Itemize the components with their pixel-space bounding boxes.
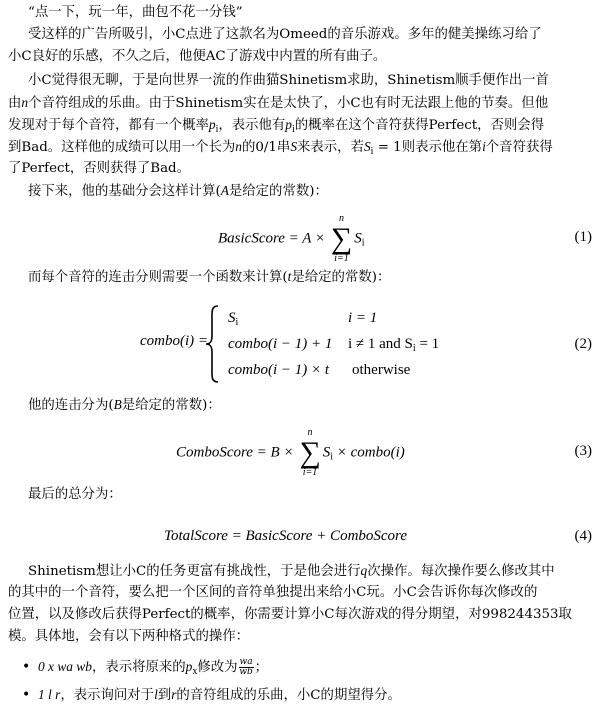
combo-case-2-cond: i ≠ 1 and $S_i = 1$ (348, 336, 440, 354)
combo-case-3-expr: combo(i − 1) × t (228, 362, 330, 378)
equation-combo-score: ComboScore = B × n ∑ i=1 $S_i$ × combo(i) (176, 427, 405, 478)
left-brace (204, 304, 220, 384)
equation-number-2: (2) (574, 336, 592, 352)
task-line-3: 位置，以及修改后获得Perfect的概率，你需要计算小C每次游戏的得分期望，对998244353取 (8, 607, 572, 622)
combo-intro: 而每个音符的连击分则需要一个函数来计算(t是给定的常数)： (28, 269, 391, 285)
fraction-wa-wb: $\frac{wa}{wb}$ (239, 657, 253, 677)
equation-basic-score: BasicScore = A × n ∑ i=1 $S_i$ (218, 213, 365, 264)
combo-case-1-cond: i = 1 (348, 310, 378, 326)
basic-score-intro: 接下来，他的基础分会这样计算(A是给定的常数)： (28, 183, 328, 199)
task-line-1: Shinetism想让小C的任务更富有挑战性，于是他会进行q次操作。每次操作要么修改其中 (28, 563, 555, 579)
sum-symbol: n ∑ i=1 (299, 427, 321, 478)
story-line-3: 发现对于每个音符，都有一个概率$p_i$，表示他有$p_i$的概率在这个音符获得Perfect，否则会得 (8, 117, 545, 135)
equation-number-3: (3) (574, 443, 592, 459)
equation-number-1: (1) (574, 229, 592, 245)
task-line-2: 的其中的一个音符，要么把一个区间的音符单独提出来给小C玩。小C会告诉你每次修改的 (8, 585, 538, 600)
bullet-dot: • (22, 659, 31, 675)
operation-modify: 0 x wa wb，表示将原来的$p_x$修改为 $\frac{wa}{wb}$ ； (38, 657, 269, 677)
combo-case-1-expr: $S_i$ (228, 310, 239, 328)
equation-total-score: TotalScore = BasicScore + ComboScore (164, 528, 407, 544)
combo-score-intro: 他的连击分为(B是给定的常数)： (28, 397, 221, 413)
intro-line-2: 小C良好的乐感，不久之后，他便AC了游戏中内置的所有曲子。 (8, 49, 387, 64)
story-line-2: 由n个音符组成的乐曲。由于Shinetism实在是太快了，小C也有时无法跟上他的节奏。但他 (8, 95, 549, 111)
story-line-4: 到Bad。这样他的成绩可以用一个长为n的0/1串S来表示，若$S_i = 1$则表示他在第i个音符获得 (8, 139, 553, 157)
task-line-4: 模。具体地，会有以下两种格式的操作： (8, 629, 250, 644)
total-score-intro: 最后的总分为： (28, 487, 122, 502)
intro-line-1: 受这样的广告所吸引，小C点进了这款名为Omeed的音乐游戏。多年的健美操练习给了 (28, 27, 542, 42)
story-line-5: 了Perfect，否则获得了Bad。 (8, 161, 191, 176)
opening-quote: “点一下，玩一年，曲包不花一分钱” (28, 5, 243, 20)
equation-number-4: (4) (574, 528, 592, 544)
sum-symbol: n ∑ i=1 (330, 213, 353, 264)
combo-case-3-cond: otherwise (352, 362, 411, 378)
combo-case-2-expr: combo(i − 1) + 1 (228, 336, 333, 352)
bullet-dot: • (22, 687, 31, 703)
operation-query: 1 l r，表示询问对于l到r的音符组成的乐曲，小C的期望得分。 (38, 687, 401, 703)
story-line-1: 小C觉得很无聊，于是向世界一流的作曲猫Shinetism求助，Shinetism顺手便作出一首 (28, 73, 549, 88)
equation-combo-lhs: combo(i) = (140, 333, 209, 349)
